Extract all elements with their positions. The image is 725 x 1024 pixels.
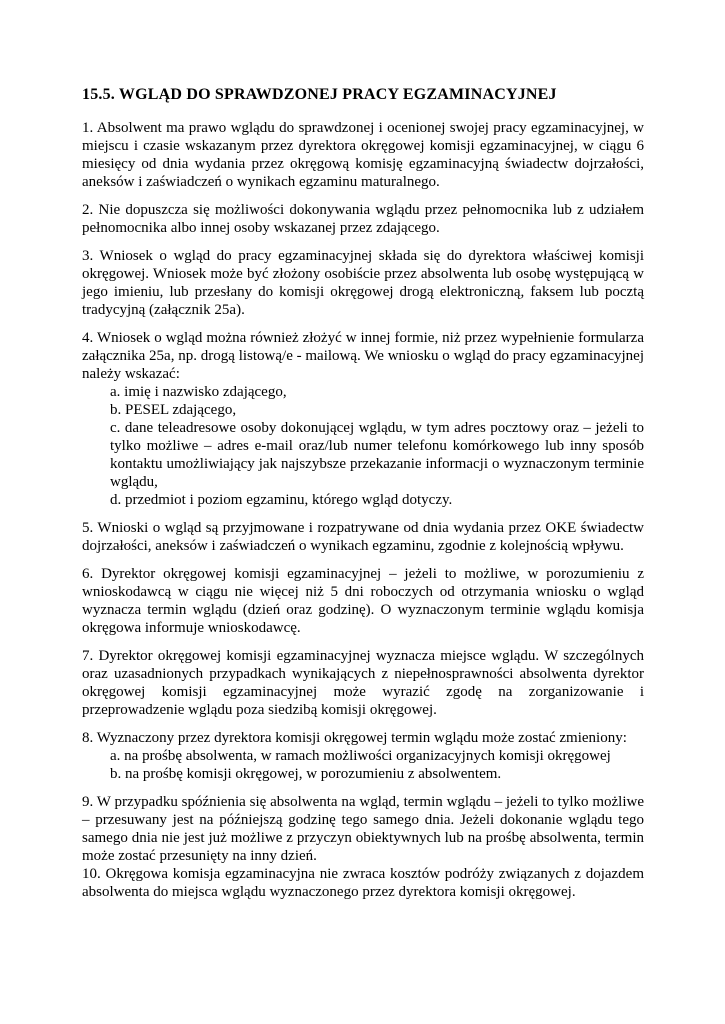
paragraph-6: 6. Dyrektor okręgowej komisji egzaminacyjnej – jeżeli to możliwe, w porozumieniu z wnioskodawcą w ciągu nie więcej niż 5 dni roboczych od otrzymania wniosku o wgląd wyznacza termin wglądu (dzień oraz godzinę). O wyznaczonym terminie wglądu komisja okręgowa informuje wnioskodawcę. — [82, 566, 644, 636]
list-item-4c: c. dane teleadresowe osoby dokonującej wglądu, w tym adres pocztowy oraz – jeżeli to tylko możliwe – adres e-mail oraz/lub numer telefonu komórkowego lub inny sposób kontaktu umożliwiający jak najszybsze przekazanie informacji o wyznaczonym terminie wglądu, — [110, 420, 644, 490]
paragraph-2: 2. Nie dopuszcza się możliwości dokonywania wglądu przez pełnomocnika lub z udziałem pełnomocnika albo innej osoby wskazanej przez zdającego. — [82, 202, 644, 236]
list-item-4b: b. PESEL zdającego, — [110, 402, 237, 418]
paragraph-3: 3. Wniosek o wgląd do pracy egzaminacyjnej składa się do dyrektora właściwej komisji okręgowej. Wniosek może być złożony osobiście przez absolwenta lub osobę występującą w jego imieniu, lub przesłany do komisji okręgowej drogą elektroniczną, faksem lub pocztą tradycyjną (załącznik 25a). — [82, 248, 644, 318]
paragraph-5: 5. Wnioski o wgląd są przyjmowane i rozpatrywane od dnia wydania przez OKE świadectw dojrzałości, aneksów i zaświadczeń o wynikach egzaminu, zgodnie z kolejnością wpływu. — [82, 520, 644, 554]
paragraph-9: 9. W przypadku spóźnienia się absolwenta na wgląd, termin wglądu – jeżeli to tylko możliwe – przesuwany jest na późniejszą godzinę tego samego dnia. Jeżeli dokonanie wglądu tego samego dnia nie jest już możliwe z przyczyn obiektywnych lub na prośbę absolwenta, termin może zostać przesunięty na inny dzień. — [82, 794, 644, 864]
paragraph-4-intro: 4. Wniosek o wgląd można również złożyć w innej formie, niż przez wypełnienie formularza załącznika 25a, np. drogą listową/e - mailową. We wniosku o wgląd do pracy egzaminacyjnej należy wskazać: — [82, 330, 644, 382]
list-item-8b: b. na prośbę komisji okręgowej, w porozumieniu z absolwentem. — [110, 766, 502, 782]
paragraph-7: 7. Dyrektor okręgowej komisji egzaminacyjnej wyznacza miejsce wglądu. W szczególnych oraz uzasadnionych przypadkach wynikających z niepełnosprawności absolwenta dyrektor okręgowej komisji egzaminacyjnej może wyrazić zgodę na zorganizowanie i przeprowadzenie wglądu poza siedzibą komisji okręgowej. — [82, 648, 644, 718]
list-item-4d: d. przedmiot i poziom egzaminu, którego wgląd dotyczy. — [110, 492, 453, 508]
paragraph-8 — [82, 729, 644, 783]
list-item-8a: a. na prośbę absolwenta, w ramach możliwości organizacyjnych komisji okręgowej — [110, 748, 611, 764]
paragraph-10: 10. Okręgowa komisja egzaminacyjna nie zwraca kosztów podróży związanych z dojazdem absolwenta do miejsca wglądu wyznaczonego przez dyrektora komisji okręgowej. — [82, 866, 644, 900]
list-item-4a: a. imię i nazwisko zdającego, — [110, 384, 287, 400]
paragraph-4 — [82, 329, 644, 509]
paragraph-8-intro: 8. Wyznaczony przez dyrektora komisji okręgowej termin wglądu może zostać zmieniony: — [82, 730, 627, 746]
paragraph-1: 1. Absolwent ma prawo wglądu do sprawdzonej i ocenionej swojej pracy egzaminacyjnej, w miejscu i czasie wskazanym przez dyrektora okręgowej komisji egzaminacyjnej, w ciągu 6 miesięcy od dnia wydania przez okręgową komisję egzaminacyjną świadectw dojrzałości, aneksów i zaświadczeń o wynikach egzaminu maturalnego. — [82, 120, 644, 190]
section-title: 15.5. WGLĄD DO SPRAWDZONEJ PRACY EGZAMINACYJNEJ — [82, 86, 557, 103]
